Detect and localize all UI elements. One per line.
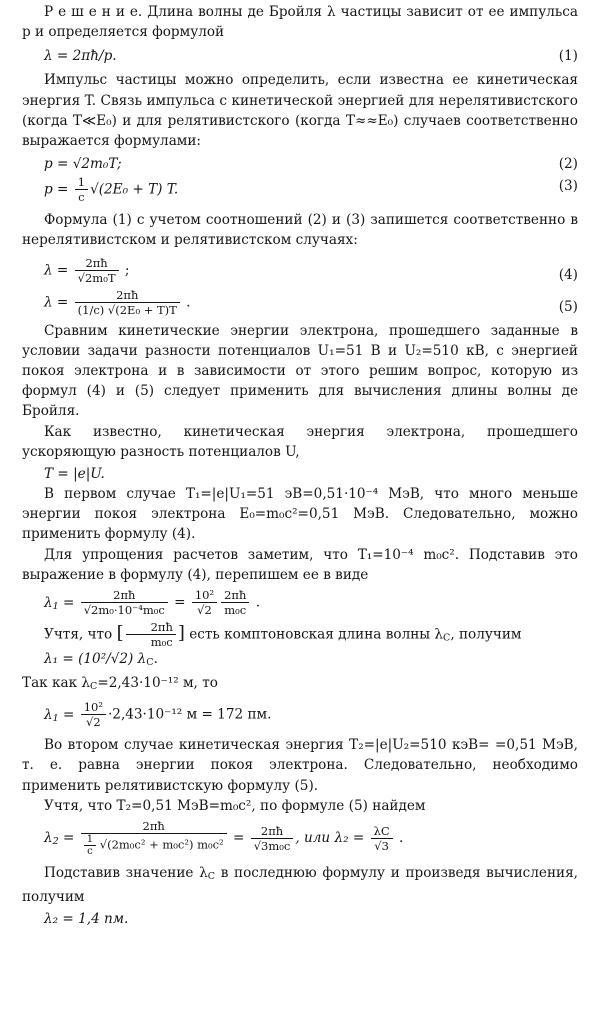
equation-2-body: p = √2m₀T; [44,156,122,173]
paragraph-case-2: Во втором случае кинетическая энергия T₂=|e|U₂=510 кэВ= =0,51 МэВ, т. е. равна энергии покоя электрона. Следовательно, необходимо применить релятивистскую формулу (5). [22,737,578,794]
equation-3-number: (3) [558,178,578,195]
equation-3-fraction: $\frac{1}{c}$ [75,176,88,204]
equation-11: λ₂ = 1,4 пм. [44,911,129,928]
equation-5: λ = $\frac{2\pi ħ}{\text{(1/c) √(2E₀ + T)T}}$ . (5) [44,287,578,317]
equation-6-body: T = |e|U. [44,466,105,483]
equation-3-lhs: p = [44,181,73,198]
paragraph-final: Подставив значение $\lambda_C$ в последнюю формулу и произведя вычисления, получим [22,865,578,906]
paragraph-simplify: Для упрощения расчетов заметим, что T₁=10⁻⁴ m₀c². Подставив это выражение в формулу (4), перепишем ее в виде [22,546,578,583]
equation-1-number: (1) [558,48,578,65]
paragraph-formula-cases: Формула (1) с учетом соотношений (2) и (3) запишется соответственно в нерелятивистском и релятивистском случаях: [22,212,578,249]
equation-5-number: (5) [558,298,578,315]
equation-3-root: √(2E₀ + T) T. [90,181,179,198]
paragraph-compare-energies: Сравним кинетические энергии электрона, прошедшего заданные в условии задачи разности потенциалов U₁=51 В и U₂=510 кВ, с энергией покоя электрона и в зависимости от этого решим вопрос, которую из формул (4) и (5) следует применить для вычисления длины волны де Бройля. [22,322,578,420]
equation-6 [22,464,578,484]
equation-4-fraction: $\frac{2\pi ħ}{\text{√2m₀T}}$ [75,257,119,285]
equation-1-body: λ = 2πħ/p. [44,48,117,65]
equation-2-number: (2) [558,156,578,173]
paragraph-relativistic: Учтя, что T₂=0,51 МэВ=m₀c², по формуле (5) найдем [44,797,426,814]
equation-10: $\lambda_2$ = 2πħ $\frac{1}{c}$ √(2m₀c² + m₀c²) m₀c² = $\frac{2\pi ħ}{\text{√3m₀c}}$ , или λ₂ = $\frac{\lambda C}{√3}$ . [44,819,404,858]
equation-5-fraction: $\frac{2\pi ħ}{\text{(1/c) √(2E₀ + T)T}}$ [75,289,180,317]
equation-9: $\lambda_1$ = $\frac{\text{10²}}{√2}$ ·2,43·10⁻¹² м = 172 пм. [44,700,272,730]
equation-3 [22,176,578,204]
paragraph-since: Так как $\lambda_C=2,43\cdot 10^{-12}$ м, то [22,675,218,693]
document-page [22,2,578,929]
paragraph-solution-intro: Р е ш е н и е. Длина волны де Бройля λ частицы зависит от ее импульса p и определяется формулой [22,4,578,41]
equation-1 [22,46,578,66]
equation-7: $\lambda_1$ = $\frac{2\pi ħ}{\text{√2m₀·10⁻⁴m₀c}}$ = $\frac{\text{10²}}{√2}$ $\frac{2\pi ħ}{\text{m₀c}}$ . [44,588,261,618]
paragraph-case-1: В первом случае T₁=|e|U₁=51 эВ=0,51·10⁻⁴ МэВ, что много меньше энергии покоя электрона E₀=m₀c²=0,51 МэВ. Следовательно, можно применить формулу (4). [22,486,578,543]
equation-2 [22,154,578,174]
paragraph-compton: Учтя, что [ $\frac{2\pi ħ}{\text{m₀c}}$ ] есть комптоновская длина волны $\lambda_C$, получим [44,620,522,650]
paragraph-kinetic-energy: Как известно, кинетическая энергия электрона, прошедшего ускоряющую разность потенциалов U, [22,423,578,460]
equation-8: λ₁ = (10²/√2) $\lambda_C$. [44,651,158,669]
equation-4: λ = $\frac{2\pi ħ}{\text{√2m₀T}}$ ; (4) [44,255,578,285]
equation-4-number: (4) [558,266,578,283]
paragraph-momentum: Импульс частицы можно определить, если известна ее кинетическая энергия T. Связь импульса с кинетической энергией для нерелятивистского (когда T≪E₀) и для релятивистского (когда T≈≈E₀) случаев соответственно выражается формулами: [22,72,578,150]
